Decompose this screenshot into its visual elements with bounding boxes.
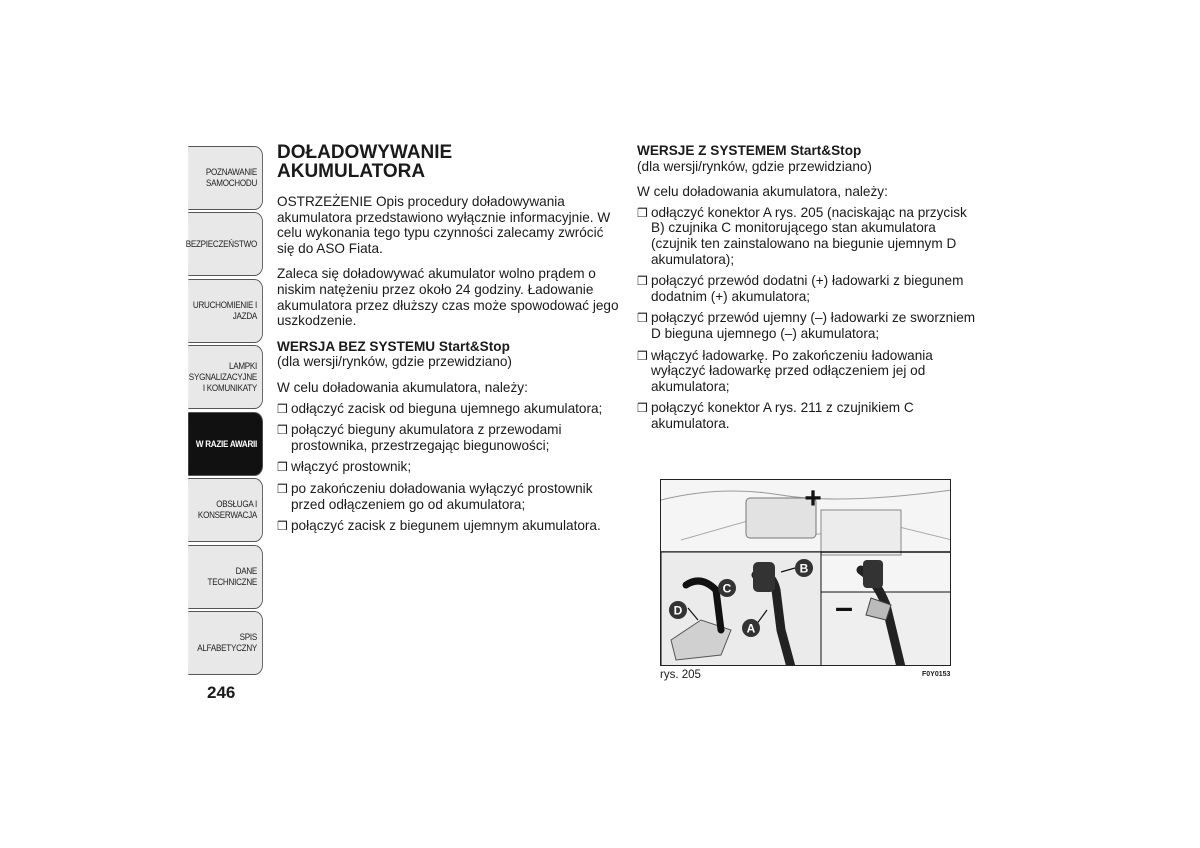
checkbox-bullet-icon: ❒ (277, 401, 288, 416)
title-line-2: AKUMULATORA (277, 161, 426, 182)
callout-label: B (799, 561, 809, 576)
tab-spis-alfabetyczny[interactable] (188, 611, 263, 675)
checkbox-bullet-icon: ❒ (277, 481, 288, 496)
tab-label: W RAZIE AWARII (195, 438, 258, 450)
tab-label: OBSŁUGA I KONSERWACJA (197, 499, 258, 521)
warning-paragraph: OSTRZEŻENIE Opis procedury doładowywania akumulatora przedstawiono wyłącznie informacyjnie. W celu wykonania tego typu czynności zalecamy zwrócić się do ASO Fiata. (277, 194, 611, 256)
step-text: odłączyć zacisk od bieguna ujemnego akumulatora; (291, 400, 603, 416)
callout-b (795, 559, 813, 577)
list-item (637, 310, 982, 341)
callout-label: A (746, 621, 756, 636)
page-number: 246 (207, 683, 236, 702)
minus-sign: – (835, 589, 853, 625)
checkbox-bullet-icon: ❒ (277, 460, 288, 475)
section-heading-no-startstop: WERSJA BEZ SYSTEMU Start&Stop (277, 338, 510, 354)
step-text: włączyć prostownik; (291, 459, 412, 475)
callout-c (718, 579, 736, 597)
figure-caption: rys. 205 (660, 669, 701, 681)
checkbox-bullet-icon: ❒ (277, 423, 288, 438)
checkbox-bullet-icon: ❒ (277, 519, 288, 534)
checkbox-bullet-icon: ❒ (637, 205, 648, 220)
list-item (277, 481, 622, 512)
tab-label: SPIS ALFABETYCZNY (197, 632, 258, 654)
tab-label: POZNAWANIE SAMOCHODU (205, 167, 258, 189)
checkbox-bullet-icon: ❒ (637, 348, 648, 363)
tab-w-razie-awarii[interactable] (188, 412, 263, 476)
step-text: połączyć konektor A rys. 211 z czujnikiem C akumulatora. (651, 400, 914, 431)
tab-uruchomienie-i-jazda[interactable] (188, 279, 263, 343)
section-subnote: (dla wersji/rynków, gdzie przewidziano) (277, 354, 512, 370)
battery-figure (660, 479, 951, 666)
step-text: po zakończeniu doładowania wyłączyć prostownik przed odłączeniem go od akumulatora; (291, 480, 593, 512)
callout-a (742, 619, 760, 637)
callout-label: C (722, 581, 732, 596)
section-heading-startstop: WERSJE Z SYSTEMEM Start&Stop (637, 143, 862, 158)
tab-lampki-sygnalizacyjne[interactable] (188, 345, 263, 409)
steps-list (277, 401, 622, 534)
list-item (637, 400, 982, 431)
steps-list (637, 205, 982, 432)
note-paragraph: Zaleca się doładowywać akumulator wolno prądem o niskim natężeniu przez około 24 godziny. Ładowanie akumulatora przez dłuższy czas może spowodować jego uszkodzenie. (277, 266, 619, 329)
tab-obsluga-i-konserwacja[interactable] (188, 478, 263, 542)
tab-bezpieczenstwo[interactable] (185, 212, 263, 276)
section-subnote: (dla wersji/rynków, gdzie przewidziano) (637, 158, 872, 174)
intro-text: W celu doładowania akumulatora, należy: (277, 379, 528, 395)
checkbox-bullet-icon: ❒ (637, 274, 648, 289)
list-item (637, 273, 982, 304)
tab-label: URUCHOMIENIE I JAZDA (192, 300, 258, 322)
list-item (277, 422, 622, 453)
right-column (637, 143, 982, 438)
list-item (637, 348, 982, 395)
step-text: połączyć przewód dodatni (+) ładowarki z biegunem dodatnim (+) akumulatora; (651, 273, 964, 304)
battery-illustration (661, 480, 951, 666)
callout-d (669, 601, 687, 619)
tab-poznawanie-samochodu[interactable] (188, 146, 263, 210)
list-item (277, 401, 622, 417)
tab-label: BEZPIECZEŃSTWO (185, 238, 258, 250)
step-text: włączyć ładowarkę. Po zakończeniu ładowania wyłączyć ładowarkę przed odłączeniem jej od akumulatora; (651, 347, 933, 394)
checkbox-bullet-icon: ❒ (637, 401, 648, 416)
step-text: połączyć bieguny akumulatora z przewodami prostownika, przestrzegając biegunowości; (291, 422, 562, 453)
step-text: połączyć zacisk z biegunem ujemnym akumulatora. (291, 518, 601, 534)
plus-sign: + (804, 482, 822, 515)
page-title (277, 143, 622, 181)
list-item (277, 459, 622, 475)
checkbox-bullet-icon: ❒ (637, 311, 648, 326)
tab-label: LAMPKI SYGNALIZACYJNE I KOMUNIKATY (188, 360, 258, 394)
list-item (637, 205, 982, 267)
left-column (277, 143, 622, 540)
tab-dane-techniczne[interactable] (188, 545, 263, 609)
step-text: odłączyć konektor A rys. 205 (naciskając na przycisk B) czujnika C monitorującego stan akumulatora (czujnik ten zainstalowano na biegunie ujemnym D akumulatora); (651, 204, 967, 267)
intro-text: W celu doładowania akumulatora, należy: (637, 184, 888, 200)
step-text: połączyć przewód ujemny (–) ładowarki ze sworzniem D bieguna ujemnego (–) akumulatora; (651, 310, 976, 341)
figure-code: F0Y0153 (922, 671, 951, 678)
title-line-1: DOŁADOWYWANIE (277, 142, 453, 163)
list-item (277, 518, 622, 534)
tab-label: DANE TECHNICZNE (207, 566, 258, 588)
callout-label: D (673, 603, 683, 618)
